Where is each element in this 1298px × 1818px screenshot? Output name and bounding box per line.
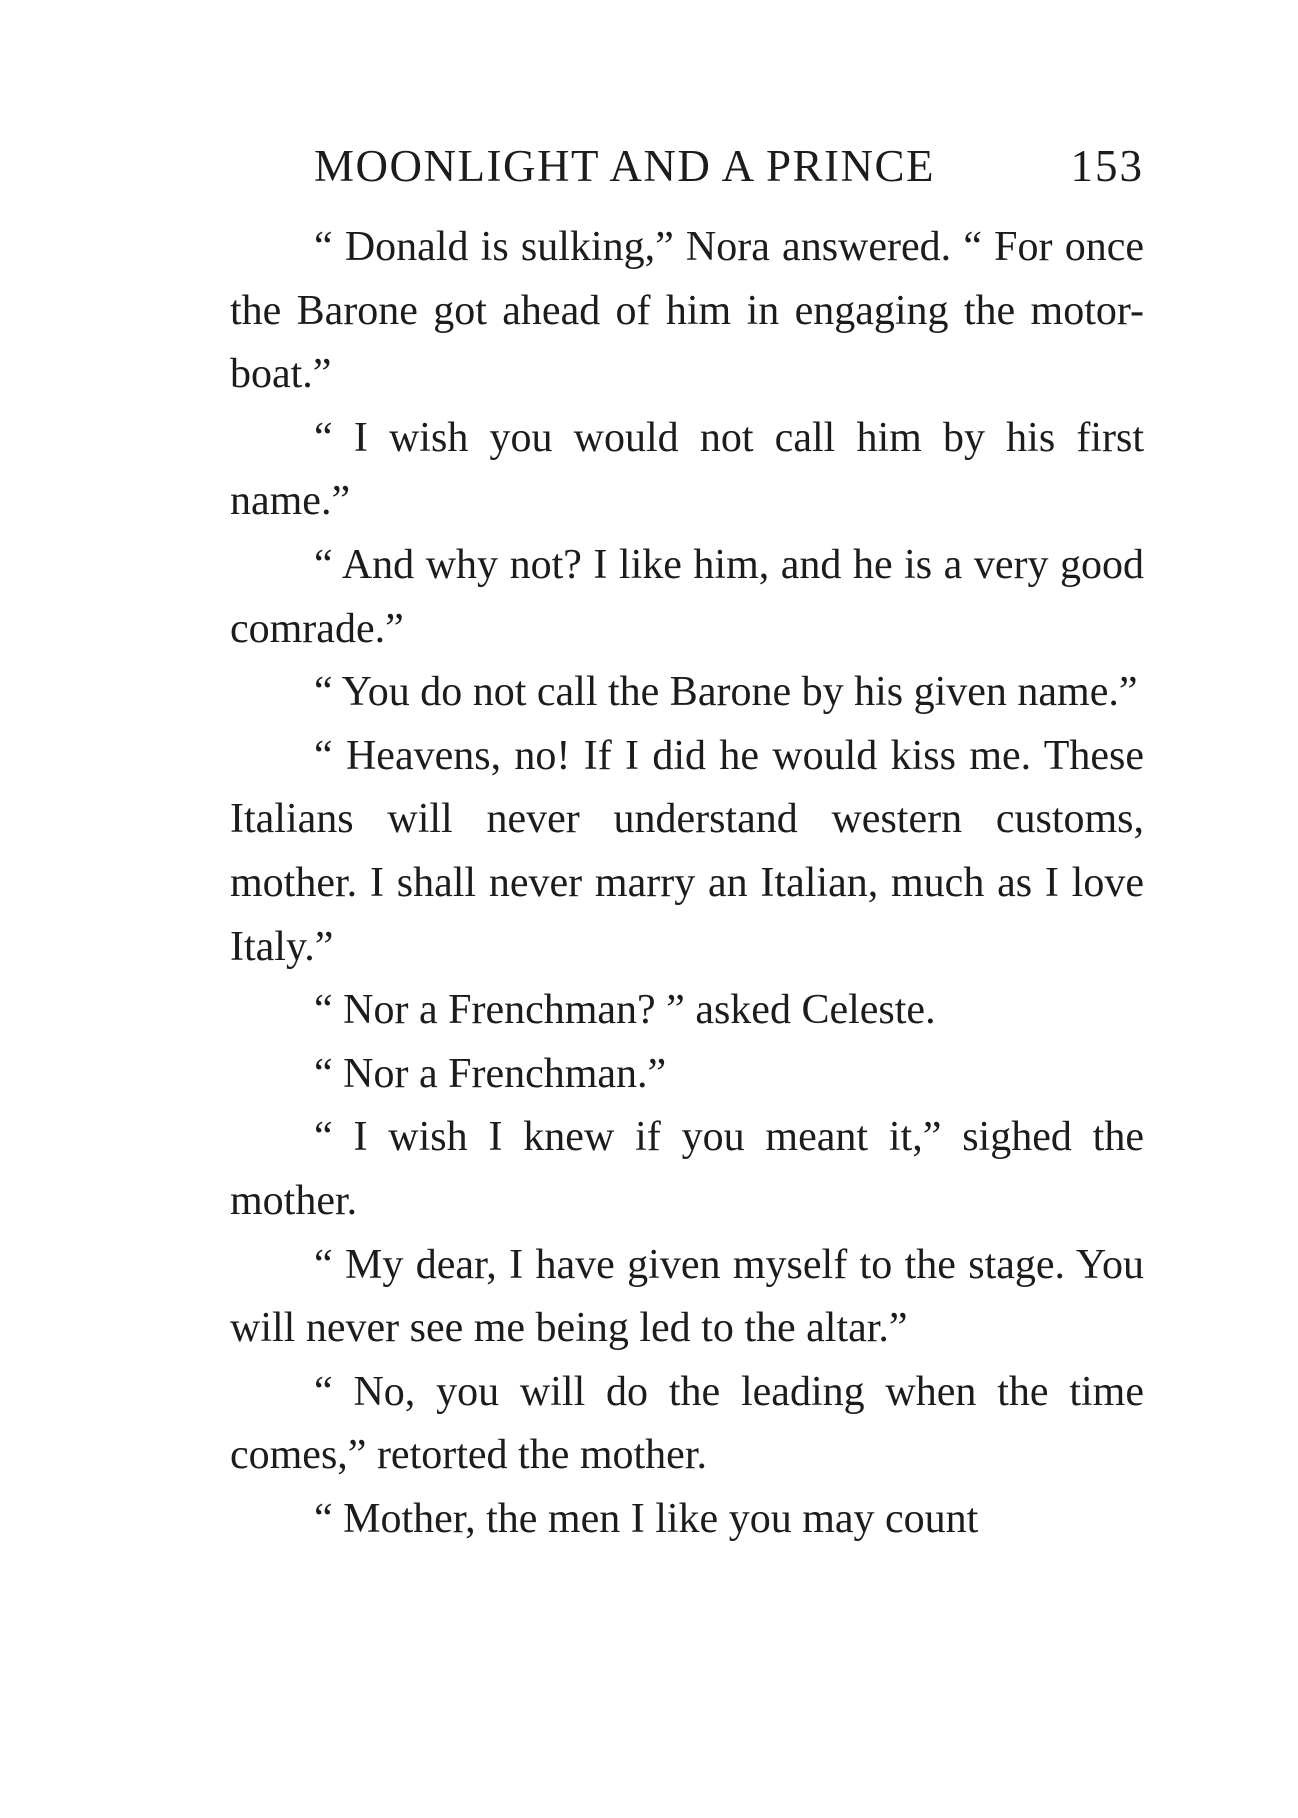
paragraph: “ Nor a Frenchman? ” asked Celeste.	[314, 987, 936, 1034]
paragraph: “ Nor a Frenchman.”	[314, 1050, 667, 1097]
paragraph: “ I wish you would not call him by his first name.”	[230, 414, 1144, 525]
body-text	[230, 216, 1144, 1551]
paragraph: “ Mother, the men I like you may count	[314, 1495, 979, 1542]
book-page	[230, 140, 1144, 1551]
paragraph: “ I wish I knew if you meant it,” sighed the mother.	[230, 1114, 1144, 1224]
running-head	[230, 140, 1144, 212]
page-number: 153	[1070, 141, 1144, 191]
paragraph: “ Heavens, no! If I did he would kiss me. These Italians will never understand western customs, mother. I shall never marry an Italian, much as I love Italy.”	[230, 732, 1144, 970]
paragraph: “ Donald is sulking,” Nora answered. “ For once the Barone got ahead of him in engaging the motor-boat.”	[230, 224, 1144, 398]
paragraph: “ And why not? I like him, and he is a very good comrade.”	[230, 541, 1144, 652]
running-head-title: MOONLIGHT AND A PRINCE	[314, 141, 935, 191]
paragraph: “ You do not call the Barone by his given name.”	[314, 669, 1138, 716]
paragraph: “ No, you will do the leading when the time comes,” retorted the mother.	[230, 1368, 1144, 1479]
paragraph: “ My dear, I have given myself to the stage. You will never see me being led to the altar.”	[230, 1241, 1144, 1352]
